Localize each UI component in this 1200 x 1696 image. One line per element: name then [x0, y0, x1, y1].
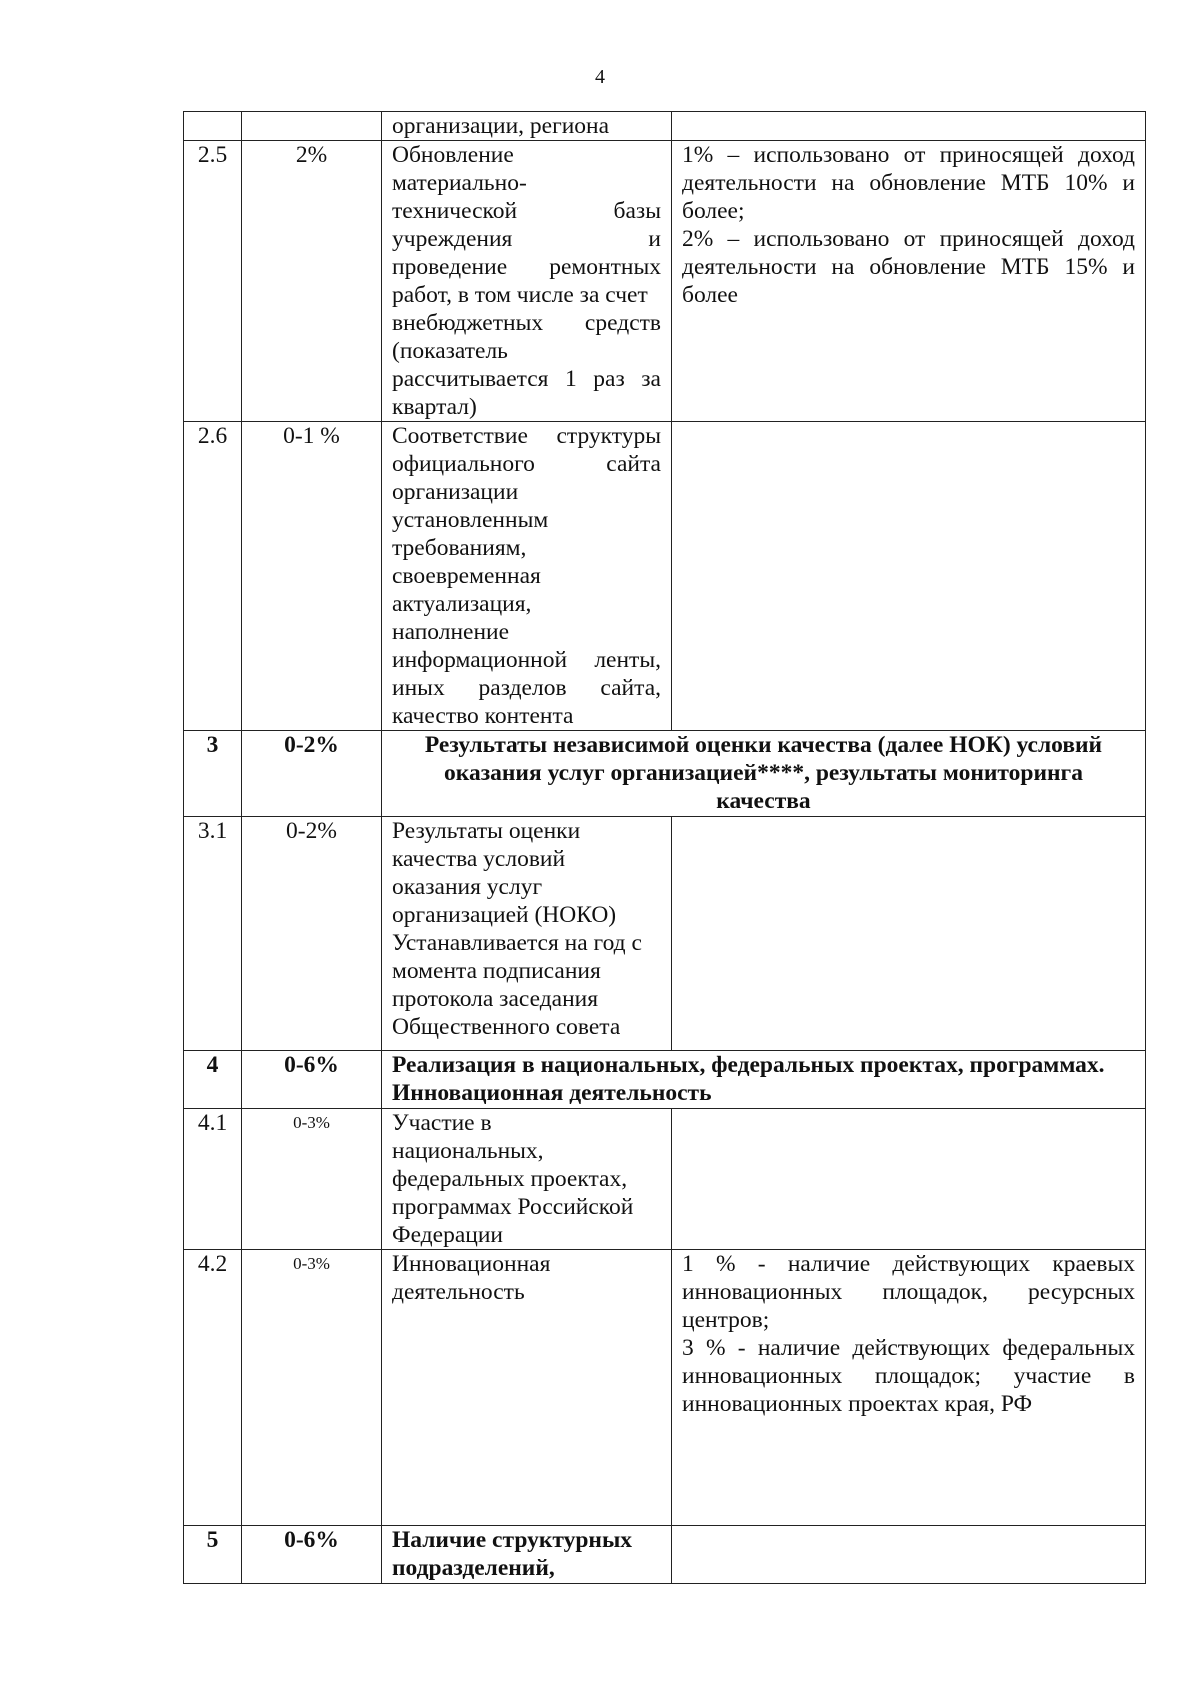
table-row	[184, 422, 1146, 731]
indicator-line: материально-	[392, 170, 527, 196]
indicator-line: внебюджетных средств	[392, 310, 661, 336]
indicator-line: официального сайта	[392, 451, 661, 477]
indicator-line: рассчитывается 1 раз за	[392, 366, 661, 392]
row-number: 3	[184, 731, 242, 817]
criteria-text: 1 % - наличие действующих краевых инновационных площадок, ресурсных центров;	[682, 1251, 1135, 1333]
criteria-table	[183, 111, 1146, 1584]
table-row	[184, 141, 1146, 422]
criteria-cell	[672, 1109, 1146, 1250]
indicator-line: качества условий	[392, 846, 566, 872]
row-number: 2.5	[184, 141, 242, 422]
indicator-line: Обновление	[392, 142, 514, 168]
section-title-line: качества	[716, 788, 811, 814]
indicator-line: организацией (НОКО)	[392, 902, 617, 928]
indicator-cell	[382, 1109, 672, 1250]
indicator-line: установленным	[392, 507, 549, 533]
row-number: 4	[184, 1051, 242, 1109]
indicator-line: Участие в	[392, 1110, 492, 1136]
indicator-cell	[382, 817, 672, 1051]
table-row	[184, 1526, 1146, 1584]
indicator-line: требованиям,	[392, 535, 527, 561]
indicator-cell	[382, 141, 672, 422]
row-percent: 0-2%	[242, 817, 382, 1051]
indicator-line: иных разделов сайта,	[392, 675, 661, 701]
criteria-cell	[672, 817, 1146, 1051]
criteria-text: 1% – использовано от приносящей доход деятельности на обновление МТБ 10% и более;	[682, 142, 1135, 224]
section-title-line: Инновационная деятельность	[392, 1080, 712, 1106]
row-percent	[242, 112, 382, 141]
table-row	[184, 112, 1146, 141]
indicator-line: программах Российской	[392, 1194, 634, 1220]
indicator-line: федеральных проектах,	[392, 1166, 628, 1192]
row-percent: 0-6%	[242, 1526, 382, 1584]
indicator-cell	[382, 1526, 672, 1584]
indicator-line: протокола заседания	[392, 986, 599, 1012]
section-title-line: Результаты независимой оценки качества (далее НОК) условий	[424, 732, 1103, 758]
indicator-line: актуализация,	[392, 591, 532, 617]
indicator-line: своевременная	[392, 563, 541, 589]
row-percent: 2%	[242, 141, 382, 422]
indicator-line: деятельность	[392, 1279, 525, 1305]
indicator-line: Федерации	[392, 1222, 503, 1248]
indicator-line: технической базы	[392, 198, 661, 224]
indicator-cell	[382, 422, 672, 731]
row-percent: 0-3%	[242, 1250, 382, 1526]
indicator-line: учреждения и	[392, 226, 661, 252]
indicator-line: квартал)	[392, 394, 477, 420]
table-row	[184, 1109, 1146, 1250]
section-row	[184, 731, 1146, 817]
indicator-cell: организации, региона	[382, 112, 672, 141]
indicator-line: оказания услуг	[392, 874, 543, 900]
row-number	[184, 112, 242, 141]
indicator-line: подразделений,	[392, 1555, 555, 1581]
indicator-line: национальных,	[392, 1138, 544, 1164]
section-title-line: оказания услуг организацией****, результаты мониторинга	[444, 760, 1083, 786]
indicator-line: работ, в том числе за счет	[392, 282, 648, 308]
row-number: 4.1	[184, 1109, 242, 1250]
table-row	[184, 1250, 1146, 1526]
row-number: 2.6	[184, 422, 242, 731]
section-title	[382, 1051, 1146, 1109]
row-percent: 0-1 %	[242, 422, 382, 731]
criteria-cell	[672, 141, 1146, 422]
table-row	[184, 817, 1146, 1051]
indicator-line: Наличие структурных	[392, 1527, 633, 1553]
indicator-line: Соответствие структуры	[392, 423, 661, 449]
indicator-line: момента подписания	[392, 958, 601, 984]
section-title-line: Реализация в национальных, федеральных проектах, программах.	[392, 1052, 1105, 1078]
indicator-cell	[382, 1250, 672, 1526]
indicator-line: Устанавливается на год с	[392, 930, 642, 956]
indicator-line: информационной ленты,	[392, 647, 661, 673]
indicator-line: проведение ремонтных	[392, 254, 661, 280]
criteria-cell	[672, 112, 1146, 141]
indicator-line: качество контента	[392, 703, 574, 729]
indicator-line: Общественного совета	[392, 1014, 621, 1040]
criteria-cell	[672, 422, 1146, 731]
indicator-line: наполнение	[392, 619, 510, 645]
row-number: 5	[184, 1526, 242, 1584]
row-percent: 0-6%	[242, 1051, 382, 1109]
indicator-line: Результаты оценки	[392, 818, 581, 844]
indicator-line: (показатель	[392, 338, 508, 364]
criteria-cell	[672, 1526, 1146, 1584]
indicator-line: организации	[392, 479, 519, 505]
page-number: 4	[595, 66, 605, 88]
indicator-line: Инновационная	[392, 1251, 551, 1277]
row-number: 4.2	[184, 1250, 242, 1526]
row-number: 3.1	[184, 817, 242, 1051]
row-percent: 0-3%	[242, 1109, 382, 1250]
section-row	[184, 1051, 1146, 1109]
criteria-cell	[672, 1250, 1146, 1526]
criteria-text: 3 % - наличие действующих федеральных инновационных площадок; участие в инновационных проектах края, РФ	[682, 1335, 1135, 1417]
criteria-text: 2% – использовано от приносящей доход деятельности на обновление МТБ 15% и более	[682, 226, 1135, 308]
section-title	[382, 731, 1146, 817]
row-percent: 0-2%	[242, 731, 382, 817]
